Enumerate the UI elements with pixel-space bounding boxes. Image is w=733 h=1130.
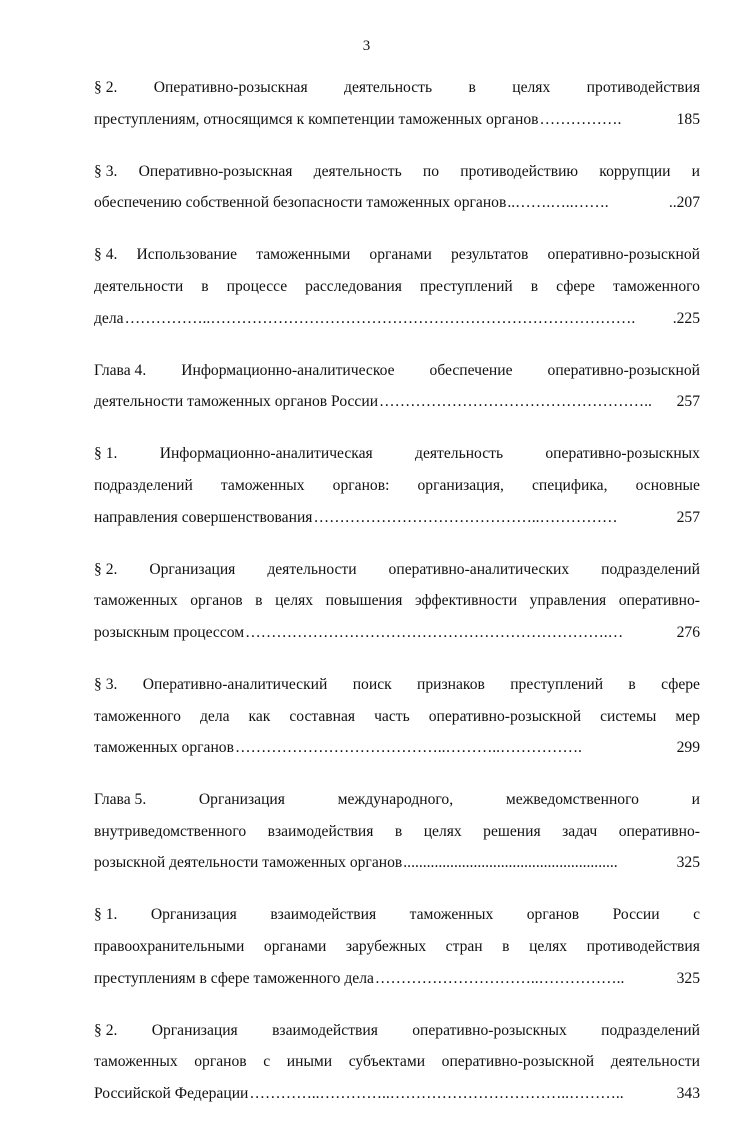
toc-word: сфере	[556, 277, 595, 295]
toc-word: внутриведомственного	[94, 822, 247, 840]
toc-word: результатов	[450, 246, 529, 264]
toc-word: Оперативно-розыскная	[138, 162, 293, 180]
toc-word: § 1.	[94, 906, 118, 924]
toc-word: часть	[374, 707, 410, 725]
toc-word: специфика,	[532, 476, 608, 494]
toc-word: признаков	[417, 675, 485, 693]
toc-word: таможенного	[94, 707, 181, 725]
toc-entry-line	[94, 669, 700, 701]
toc-word: оперативно-розыскной	[547, 361, 700, 379]
toc-word: § 2.	[94, 79, 118, 96]
toc-entry-last-line	[94, 187, 700, 219]
toc-word: деятельность	[415, 445, 504, 463]
toc-entry[interactable]	[94, 554, 700, 649]
toc-word: деятельности	[610, 1053, 700, 1071]
toc-entry[interactable]	[94, 156, 700, 219]
toc-word: и	[691, 162, 700, 180]
toc-page-number: 257	[676, 508, 700, 526]
toc-word: таможенных	[220, 476, 305, 494]
toc-entry[interactable]	[94, 899, 700, 994]
toc-entry-line	[94, 585, 700, 617]
toc-word: Оперативно-аналитический	[142, 675, 328, 693]
toc-leader: .......................................................	[403, 854, 618, 872]
toc-entry[interactable]	[94, 355, 700, 418]
toc-word: подразделений	[94, 476, 193, 494]
toc-entry-line	[94, 271, 700, 303]
toc-word: эффективности	[414, 592, 518, 610]
toc-word: Организация	[149, 560, 236, 578]
toc-entry[interactable]	[94, 669, 700, 764]
toc-page-number: .225	[672, 309, 700, 327]
toc-word: органов	[194, 1053, 247, 1071]
toc-entry-last-line	[94, 963, 700, 995]
toc-word: таможенного	[612, 277, 700, 295]
toc-word: Информационно-аналитическое	[181, 361, 395, 379]
toc-word: противодействия	[586, 79, 700, 96]
toc-word: Глава 4.	[94, 361, 147, 379]
toc-word: обеспечение	[429, 361, 513, 379]
toc-word: как	[248, 707, 271, 725]
toc-page-number: 325	[676, 969, 700, 987]
toc-word: целях	[512, 79, 551, 96]
toc-word: органов	[526, 906, 580, 924]
toc-entry-last-line	[94, 104, 700, 136]
toc-entry[interactable]	[94, 784, 700, 879]
toc-word: составная	[289, 707, 356, 725]
toc-word: оперативно-	[618, 822, 700, 840]
toc-word: Организация	[151, 1021, 238, 1039]
toc-entry-line	[94, 899, 700, 931]
toc-entry-line	[94, 239, 700, 271]
toc-entry-line	[94, 72, 700, 104]
toc-word: § 1.	[94, 445, 118, 463]
toc-entry-line	[94, 470, 700, 502]
toc-word: с	[693, 906, 700, 924]
toc-word: § 4.	[94, 246, 118, 264]
toc-word: мер	[675, 707, 700, 725]
toc-entry-last-line	[94, 732, 700, 764]
toc-word: противодействия	[586, 938, 700, 956]
toc-word: таможенными	[256, 246, 351, 264]
toc-word: международного,	[337, 791, 454, 809]
toc-word: расследования	[305, 277, 402, 295]
toc-word: оперативно-розыскных	[412, 1021, 567, 1039]
toc-word: в	[201, 277, 209, 295]
toc-word: преступлений	[510, 675, 604, 693]
toc-word: § 3.	[94, 675, 118, 693]
toc-word: оперативно-розыскной	[428, 707, 582, 725]
toc-entry-last-line	[94, 386, 700, 418]
toc-word: оперативно-розыскной	[547, 246, 700, 264]
toc-word: оперативно-аналитических	[388, 560, 570, 578]
toc-entry-line	[94, 1015, 700, 1047]
toc-word: целях	[529, 938, 568, 956]
toc-entry-last-line	[94, 502, 700, 534]
toc-word: организация,	[417, 476, 504, 494]
toc-entry-line	[94, 784, 700, 816]
toc-word: в	[628, 675, 636, 693]
toc-word: Глава 5.	[94, 791, 147, 809]
toc-word: Организация	[150, 906, 237, 924]
toc-word: органов	[190, 592, 243, 610]
toc-entry-line	[94, 554, 700, 586]
toc-entry-last-line	[94, 617, 700, 649]
toc-entry-text: преступлениям в сфере таможенного дела	[94, 969, 374, 987]
toc-entry-text: розыскным процессом	[94, 623, 245, 641]
toc-word: иными	[286, 1053, 333, 1071]
toc-entry-text: обеспечению собственной безопасности таможенных органов	[94, 194, 507, 212]
toc-leader: ……………………………………..……………	[313, 508, 618, 526]
toc-entry-line	[94, 438, 700, 470]
toc-word: таможенных	[94, 1053, 178, 1071]
toc-word: органов:	[332, 476, 390, 494]
page-number: 3	[362, 38, 371, 54]
toc-word: противодействию	[460, 162, 579, 180]
toc-word: системы	[600, 707, 657, 725]
toc-word: деятельности	[94, 277, 184, 295]
toc-entry[interactable]	[94, 1015, 700, 1110]
toc-word: основные	[635, 476, 700, 494]
toc-entry-text: деятельности таможенных органов России	[94, 393, 379, 411]
toc-leader: ……………..……………………………………………………………………….	[124, 309, 636, 327]
toc-entry[interactable]	[94, 72, 700, 135]
toc-word: подразделений	[601, 1021, 700, 1039]
toc-entry[interactable]	[94, 438, 700, 533]
toc-entry-text: Российской Федерации	[94, 1084, 249, 1102]
toc-word: § 3.	[94, 162, 118, 180]
toc-word: целях	[423, 822, 462, 840]
toc-entry-line	[94, 701, 700, 733]
toc-entry-line	[94, 931, 700, 963]
toc-word: Оперативно-розыскная	[153, 79, 308, 96]
toc-word: стран	[445, 938, 483, 956]
toc-word: в	[394, 822, 403, 840]
toc-page-number: 299	[676, 739, 700, 757]
toc-entry-last-line	[94, 303, 700, 335]
toc-word: зарубежных	[345, 938, 427, 956]
toc-word: оперативно-розыскных	[545, 445, 700, 463]
toc-word: § 2.	[94, 560, 118, 578]
toc-word: взаимодействия	[272, 1021, 378, 1039]
toc-entry-text: дела	[94, 309, 124, 327]
toc-word: по	[422, 162, 440, 180]
toc-page-number: 257	[676, 393, 700, 411]
toc-word: оперативно-	[618, 592, 700, 610]
toc-entry-line	[94, 1046, 700, 1078]
toc-word: таможенных	[409, 906, 494, 924]
toc-entry-last-line	[94, 1078, 700, 1110]
toc-word: и	[691, 791, 700, 809]
toc-entry-text: преступлениям, относящимся к компетенции таможенных органов	[94, 110, 539, 128]
toc-word: взаимодействия	[270, 906, 377, 924]
toc-word: с	[263, 1053, 271, 1071]
toc-entry[interactable]	[94, 239, 700, 334]
toc-word: дела	[199, 707, 230, 725]
toc-word: решения	[483, 822, 541, 840]
toc-leader: ..…….…..…….	[507, 194, 609, 212]
toc-page-number: 325	[676, 854, 700, 872]
toc-word: межведомственного	[505, 791, 639, 809]
toc-entry-line	[94, 816, 700, 848]
toc-word: поиск	[352, 675, 392, 693]
toc-word: деятельность	[344, 79, 433, 96]
toc-word: Информационно-аналитическая	[159, 445, 373, 463]
toc-word: управления	[529, 592, 607, 610]
toc-page-number: 343	[676, 1084, 700, 1102]
toc-word: § 2.	[94, 1021, 118, 1039]
toc-word: оперативно-розыскной	[441, 1053, 595, 1071]
toc-word: взаимодействия	[267, 822, 374, 840]
toc-leader: …………………………..……………..	[374, 969, 625, 987]
toc-page-number: 185	[676, 110, 700, 128]
toc-word: Использование	[136, 246, 238, 264]
toc-entry-text: розыскной деятельности таможенных органов	[94, 854, 403, 872]
toc-word: таможенных	[94, 592, 178, 610]
toc-page-number: ..207	[668, 194, 700, 212]
toc-word: процессе	[226, 277, 288, 295]
toc-entry-text: направления совершенствования	[94, 508, 313, 526]
toc-word: в	[255, 592, 263, 610]
toc-word: в	[502, 938, 510, 956]
toc-leader: ……………………………………………..	[379, 393, 652, 411]
toc-leader: …………………………………..………..…………….	[234, 739, 582, 757]
toc-word: в	[468, 79, 476, 96]
toc-word: целях	[275, 592, 314, 610]
toc-word: органами	[369, 246, 432, 264]
toc-word: Организация	[198, 791, 285, 809]
toc-word: деятельность	[313, 162, 402, 180]
toc-word: России	[612, 906, 660, 924]
toc-word: повышения	[325, 592, 403, 610]
toc-word: органами	[263, 938, 327, 956]
toc-leader: …………………………………………………………….…	[245, 623, 624, 641]
toc-word: правоохранительными	[94, 938, 245, 956]
toc-page-number: 276	[676, 623, 700, 641]
toc-word: деятельности	[267, 560, 357, 578]
toc-entry-last-line	[94, 847, 700, 879]
toc-word: преступлений	[419, 277, 513, 295]
toc-word: в	[530, 277, 539, 295]
toc-word: субъектами	[348, 1053, 426, 1071]
toc-leader: …………..…………..……………………………..………..	[249, 1084, 624, 1102]
toc-word: подразделений	[601, 560, 700, 578]
toc-entry-line	[94, 156, 700, 188]
toc-word: задач	[562, 822, 598, 840]
toc-entry-line	[94, 355, 700, 387]
toc-leader: …………….	[539, 110, 622, 128]
toc-word: коррупции	[599, 162, 671, 180]
toc-word: сфере	[661, 675, 700, 693]
toc-entry-text: таможенных органов	[94, 739, 234, 757]
table-of-contents	[94, 72, 700, 1130]
